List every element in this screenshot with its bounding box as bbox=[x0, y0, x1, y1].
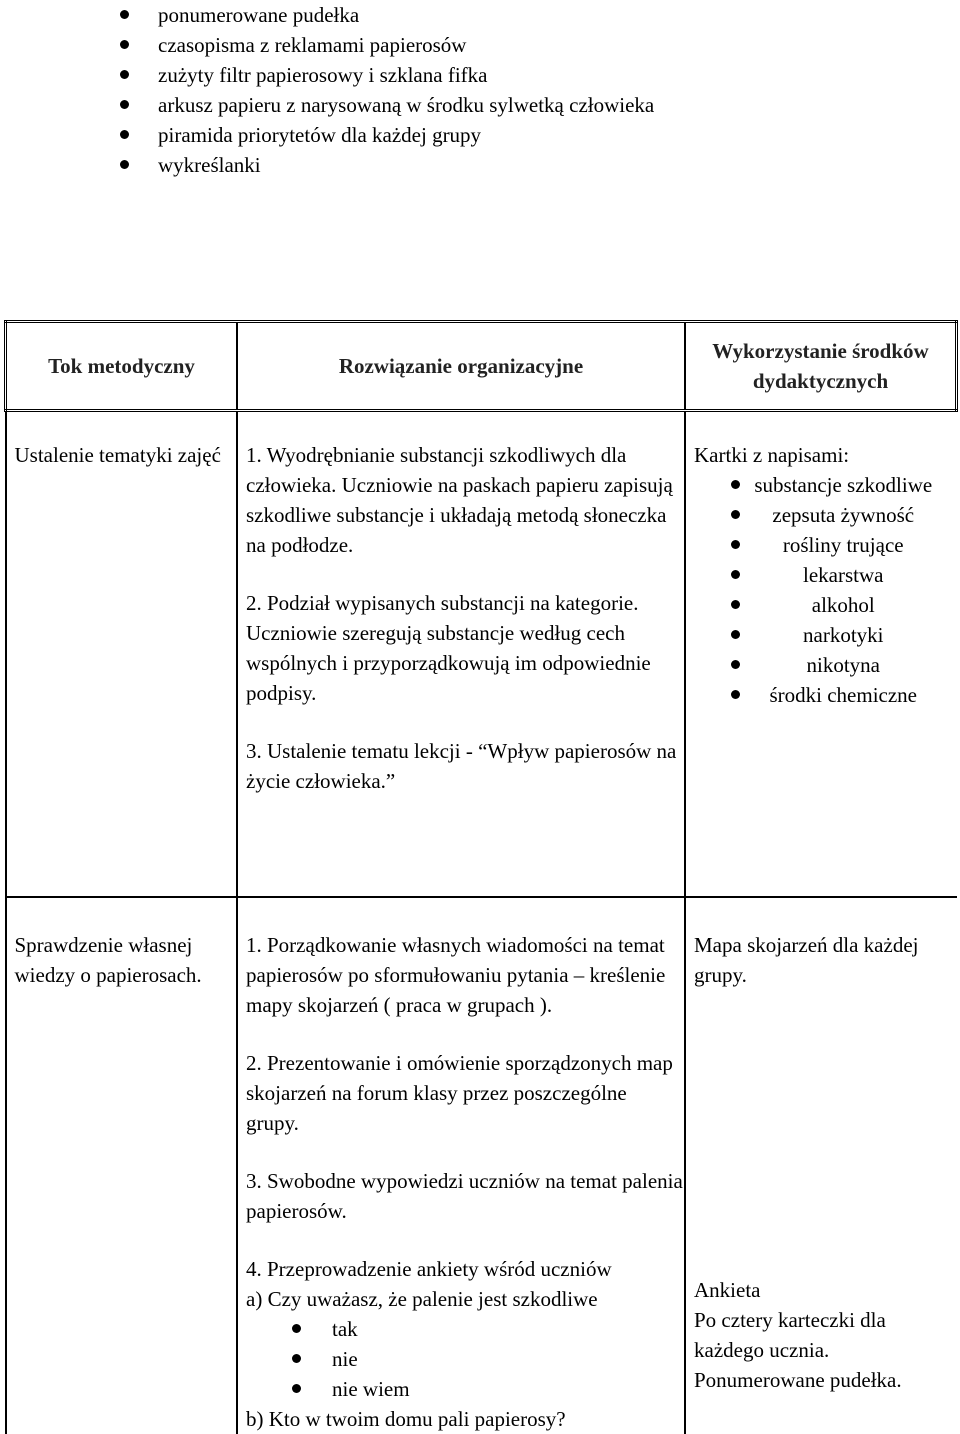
bullet-icon bbox=[120, 130, 129, 139]
step-text: 1. Porządkowanie własnych wiadomości na temat papierosów po sformułowaniu pytania – kreślenie mapy skojarzeń ( praca w grupach ). bbox=[246, 933, 666, 1017]
step-text: 1. Wyodrębnianie substancji szkodliwych dla człowieka. Uczniowie na paskach papieru zapisują szkodliwe substancje i układają metodą słoneczka na podłodze. bbox=[246, 443, 673, 557]
list-item bbox=[694, 530, 957, 560]
material-text: wykreślanki bbox=[158, 153, 261, 177]
list-item bbox=[118, 0, 654, 30]
bullet-icon bbox=[120, 160, 129, 169]
list-item bbox=[694, 470, 957, 500]
bullet-icon bbox=[731, 510, 740, 519]
survey-question-a: a) Czy uważasz, że palenie jest szkodliwe bbox=[246, 1287, 598, 1311]
list-item bbox=[118, 150, 654, 180]
option-text: nie wiem bbox=[332, 1377, 410, 1401]
material-text: zużyty filtr papierosowy i szklana fifka bbox=[158, 63, 488, 87]
stage-text: Ustalenie tematyki zajęć bbox=[14, 443, 221, 467]
list-item bbox=[246, 1344, 684, 1374]
resource-text: substancje szkodliwe bbox=[754, 473, 933, 497]
step-text: 3. Swobodne wypowiedzi uczniów na temat palenia papierosów. bbox=[246, 1169, 683, 1223]
survey-question-b: b) Kto w twoim domu pali papierosy? bbox=[246, 1407, 566, 1431]
resource-text: Ponumerowane pudełka. bbox=[694, 1368, 902, 1392]
bullet-icon bbox=[731, 570, 740, 579]
header-resources-line2: dydaktycznych bbox=[752, 369, 889, 393]
list-item bbox=[694, 620, 957, 650]
bullet-icon bbox=[731, 480, 740, 489]
materials-list bbox=[118, 0, 654, 180]
resource-text: narkotyki bbox=[803, 623, 884, 647]
material-text: ponumerowane pudełka bbox=[158, 3, 360, 27]
resources-cell bbox=[685, 897, 957, 1434]
header-organization: Rozwiązanie organizacyjne bbox=[237, 322, 685, 411]
material-text: piramida priorytetów dla każdej grupy bbox=[158, 123, 482, 147]
material-text: arkusz papieru z narysowaną w środku sylwetką człowieka bbox=[158, 93, 655, 117]
header-method: Tok metodyczny bbox=[6, 322, 238, 411]
list-item bbox=[118, 60, 654, 90]
table-row bbox=[6, 897, 957, 1434]
stage-text: Sprawdzenie własnej wiedzy o papierosach. bbox=[14, 933, 202, 987]
list-item bbox=[694, 590, 957, 620]
resources-cell bbox=[685, 411, 957, 898]
survey-title: 4. Przeprowadzenie ankiety wśród uczniów bbox=[246, 1257, 612, 1281]
table-header-row bbox=[6, 322, 957, 411]
header-resources-line1: Wykorzystanie środków bbox=[712, 339, 929, 363]
spacer bbox=[694, 990, 957, 1275]
list-item bbox=[694, 680, 957, 710]
header-resources bbox=[685, 322, 957, 411]
list-item bbox=[118, 120, 654, 150]
resource-text: rośliny trujące bbox=[782, 533, 904, 557]
resource-text: lekarstwa bbox=[803, 563, 884, 587]
resource-text: nikotyna bbox=[806, 653, 880, 677]
step-text: 2. Podział wypisanych substancji na kategorie. Uczniowie szeregują substancje według cech wspólnych i przyporządkowują im odpowiednie podpisy. bbox=[246, 591, 651, 705]
bullet-icon bbox=[120, 40, 129, 49]
lesson-plan-table bbox=[4, 320, 958, 1434]
list-item bbox=[694, 500, 957, 530]
bullet-icon bbox=[731, 600, 740, 609]
list-item bbox=[246, 1314, 684, 1344]
option-text: tak bbox=[332, 1317, 358, 1341]
organization-cell bbox=[237, 411, 685, 898]
resource-text: Po cztery karteczki dla każdego ucznia. bbox=[694, 1308, 886, 1362]
resource-text: Mapa skojarzeń dla każdej grupy. bbox=[694, 933, 919, 987]
list-item bbox=[694, 560, 957, 590]
bullet-icon bbox=[731, 540, 740, 549]
bullet-icon bbox=[292, 1324, 301, 1333]
stage-cell bbox=[6, 897, 238, 1434]
resources-title: Kartki z napisami: bbox=[694, 443, 850, 467]
bullet-icon bbox=[731, 690, 740, 699]
resource-text: zepsuta żywność bbox=[772, 503, 915, 527]
bullet-icon bbox=[731, 660, 740, 669]
resource-text: alkohol bbox=[811, 593, 875, 617]
resources-list bbox=[694, 470, 957, 710]
bullet-icon bbox=[120, 10, 129, 19]
table-row bbox=[6, 411, 957, 898]
step-text: 3. Ustalenie tematu lekcji - “Wpływ papierosów na życie człowieka.” bbox=[246, 739, 677, 793]
stage-cell bbox=[6, 411, 238, 898]
resource-text: Ankieta bbox=[694, 1278, 761, 1302]
organization-cell bbox=[237, 897, 685, 1434]
resource-text: środki chemiczne bbox=[769, 683, 918, 707]
material-text: czasopisma z reklamami papierosów bbox=[158, 33, 467, 57]
bullet-icon bbox=[120, 70, 129, 79]
bullet-icon bbox=[120, 100, 129, 109]
bullet-icon bbox=[731, 630, 740, 639]
step-text: 2. Prezentowanie i omówienie sporządzonych map skojarzeń na forum klasy przez poszczególne grupy. bbox=[246, 1051, 673, 1135]
list-item bbox=[118, 30, 654, 60]
survey-options bbox=[246, 1314, 684, 1404]
list-item bbox=[118, 90, 654, 120]
option-text: nie bbox=[332, 1347, 358, 1371]
list-item bbox=[246, 1374, 684, 1404]
bullet-icon bbox=[292, 1384, 301, 1393]
bullet-icon bbox=[292, 1354, 301, 1363]
list-item bbox=[694, 650, 957, 680]
